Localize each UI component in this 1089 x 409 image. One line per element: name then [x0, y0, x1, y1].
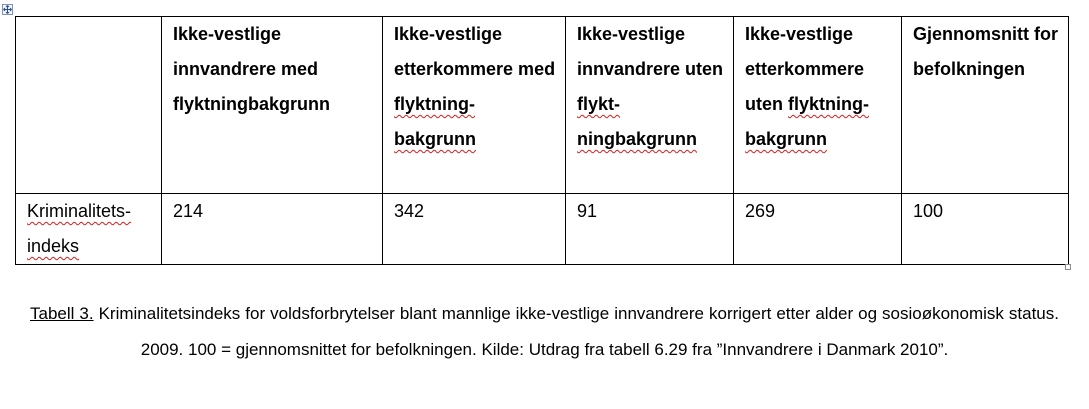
header-text: Gjennomsnitt for befolkningen: [913, 24, 1058, 79]
spellcheck-word: bakgrunn: [394, 129, 477, 149]
caption-label: Tabell 3.: [30, 304, 94, 323]
value-cell[interactable]: 269: [734, 194, 902, 265]
crime-index-table: [15, 16, 1069, 265]
header-text: Ikke-vestlige innvandrere med flyktningbakgrunn: [173, 24, 330, 114]
spellcheck-word: flyktning-: [788, 94, 869, 114]
spellcheck-word: ningbakgrunn: [577, 129, 697, 149]
table-move-handle-icon[interactable]: [2, 4, 13, 15]
header-cell-empty[interactable]: [16, 17, 162, 194]
value-cell[interactable]: 100: [902, 194, 1069, 265]
value-cell[interactable]: 342: [383, 194, 566, 265]
table-resize-handle[interactable]: [1065, 264, 1071, 270]
table-header-row: [16, 17, 1069, 194]
spellcheck-word: Kriminalitets-: [27, 201, 132, 221]
table-caption: [30, 296, 1059, 368]
header-cell-refugee-descendants[interactable]: [383, 17, 566, 194]
header-cell-population-average[interactable]: [902, 17, 1069, 194]
row-label-cell[interactable]: [16, 194, 162, 265]
header-cell-nonrefugee-immigrants[interactable]: [566, 17, 734, 194]
table-row: [16, 194, 1069, 265]
header-text: Ikke-vestlige etterkommere uten: [745, 24, 865, 114]
header-cell-refugee-immigrants[interactable]: [162, 17, 383, 194]
header-cell-nonrefugee-descendants[interactable]: [734, 17, 902, 194]
spellcheck-word: flyktning-: [394, 94, 475, 114]
spellcheck-word: flykt-: [577, 94, 621, 114]
caption-text: Kriminalitetsindeks for voldsforbrytelser blant mannlige ikke-vestlige innvandrere korrigert etter alder og sosioøkonomisk status. 2009. 100 = gjennomsnittet for befolkningen. Kilde: Utdrag fra tabell 6.29 fra ”Innvandrere i Danmark 2010”.: [93, 304, 1059, 359]
header-text: Ikke-vestlige etterkommere med: [394, 24, 556, 79]
spellcheck-word: bakgrunn: [745, 129, 828, 149]
value-cell[interactable]: 214: [162, 194, 383, 265]
value-cell[interactable]: 91: [566, 194, 734, 265]
header-text: Ikke-vestlige innvandrere uten: [577, 24, 724, 79]
spellcheck-word: indeks: [27, 236, 80, 256]
